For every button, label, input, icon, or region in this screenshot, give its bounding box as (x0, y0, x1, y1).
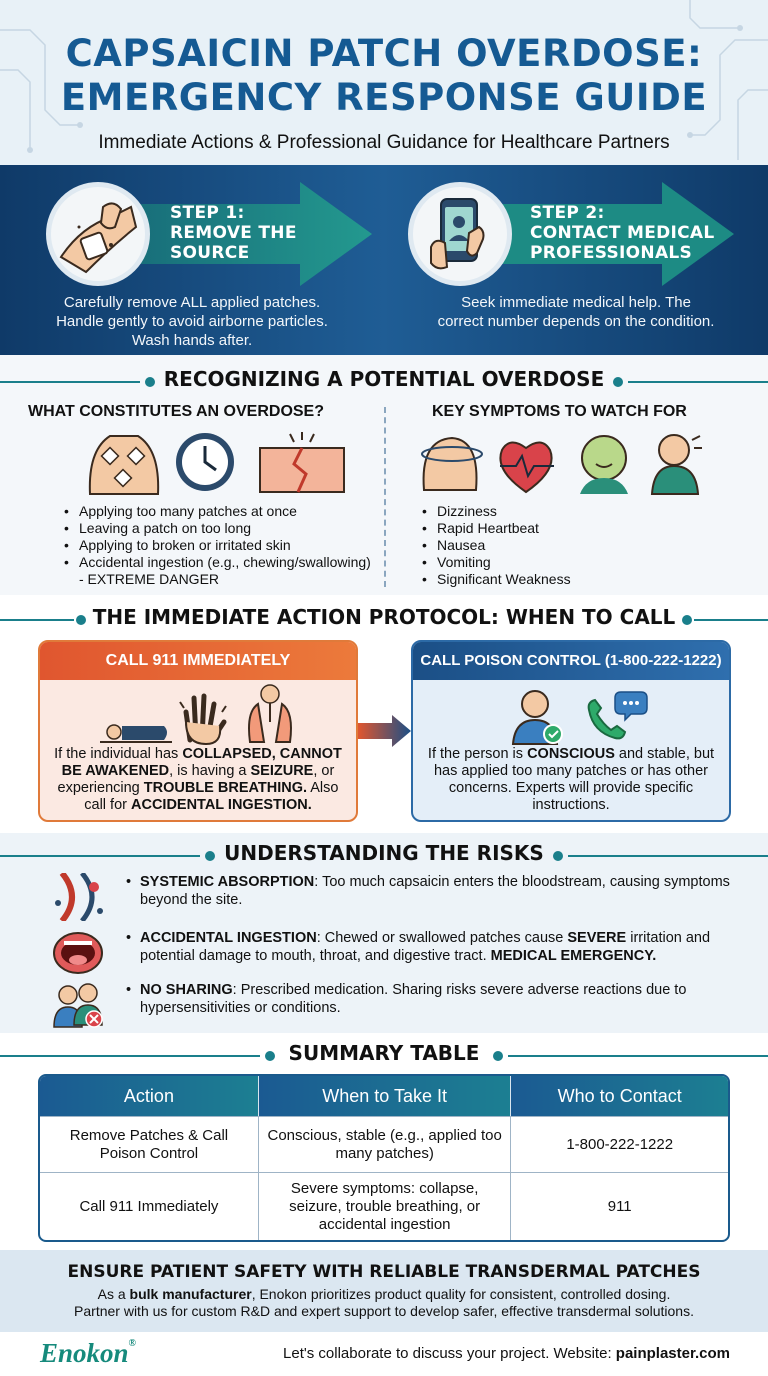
header (0, 0, 768, 165)
step-2-label (530, 203, 730, 263)
risk-item (52, 873, 752, 923)
column-header: Action (40, 1076, 259, 1116)
overdose-causes-title: WHAT CONSTITUTES AN OVERDOSE? (28, 403, 324, 420)
call-to-action (0, 1250, 768, 1332)
footer (0, 1332, 768, 1376)
overdose-causes-list (64, 503, 374, 588)
text-run: If the individual has (54, 746, 183, 762)
risk-title: NO SHARING (140, 982, 233, 998)
emphasis-text: CONSCIOUS (527, 746, 615, 762)
dizziness-icon (422, 438, 482, 490)
text-run: , Enokon prioritizes product quality for consistent, controlled dosing. (251, 1286, 671, 1302)
website-link[interactable]: painplaster.com (615, 1345, 730, 1362)
list-item: • Significant Weakness (422, 571, 742, 588)
overdose-section (0, 355, 768, 595)
text-run: : Prescribed medication. Sharing risks severe adverse reactions due to hypersensitivities or conditions. (140, 982, 687, 1016)
summary-heading (0, 1041, 768, 1071)
enokon-logo[interactable] (40, 1338, 136, 1369)
steps-band (0, 165, 768, 355)
emphasis-text: SEIZURE (250, 763, 314, 779)
list-item: • Dizziness (422, 503, 742, 520)
risk-text (126, 873, 746, 909)
lungs-icon (249, 685, 291, 742)
poison-control-box (411, 640, 731, 822)
risks-section (0, 833, 768, 1033)
call-911-description (40, 746, 356, 814)
step-1-desc-line: Handle gently to avoid airborne particles. (56, 313, 328, 330)
step-1-desc-line: Wash hands after. (131, 332, 253, 349)
text-run: Let's collaborate to discuss your project. Website: (283, 1345, 616, 1362)
step-2-desc-line: correct number depends on the condition. (437, 313, 715, 330)
cta-text (0, 1286, 768, 1320)
list-item: • Applying too many patches at once (64, 503, 374, 520)
risk-title: ACCIDENTAL INGESTION (140, 930, 317, 946)
column-divider (384, 407, 386, 587)
page-subtitle: Immediate Actions & Professional Guidance for Healthcare Partners (98, 132, 670, 153)
poison-control-icons (413, 682, 729, 746)
step-1-desc-line: Carefully remove ALL applied patches. (63, 294, 321, 311)
step-1-label-line: STEP 1: (170, 203, 245, 223)
section-title: SUMMARY TABLE (288, 1041, 480, 1065)
risks-heading (0, 841, 768, 871)
text-run: : Chewed or swallowed patches cause (316, 930, 568, 946)
call-911-header: CALL 911 IMMEDIATELY (40, 642, 356, 680)
conscious-person-icon (513, 691, 562, 744)
section-title: RECOGNIZING A POTENTIAL OVERDOSE (163, 367, 605, 391)
title-line-2: EMERGENCY RESPONSE GUIDE (60, 76, 708, 119)
overdose-heading (0, 367, 768, 397)
table-row (40, 1116, 728, 1172)
nausea-icon (580, 436, 628, 494)
list-item: • Vomiting (422, 554, 742, 571)
table-cell: 1-800-222-1222 (511, 1116, 728, 1172)
emphasis-text: TROUBLE BREATHING. (143, 780, 308, 796)
risk-text (126, 981, 746, 1017)
clock-icon (176, 433, 234, 491)
list-item: • Accidental ingestion (e.g., chewing/swallowing) - EXTREME DANGER (64, 554, 374, 588)
risk-text (126, 929, 746, 965)
protocol-section (0, 595, 768, 833)
footer-text (283, 1345, 730, 1362)
bloodstream-icon (52, 873, 106, 921)
registered-mark: ® (128, 1338, 137, 1349)
emphasis-text: MEDICAL EMERGENCY. (490, 948, 657, 964)
collapsed-person-icon (100, 725, 172, 742)
risk-title: SYSTEMIC ABSORPTION (140, 874, 315, 890)
column-header: Who to Contact (511, 1076, 728, 1116)
summary-table (38, 1074, 730, 1242)
text-run: irritation and potential damage to mouth, throat, and digestive tract. (140, 930, 711, 964)
no-sharing-icon (52, 981, 106, 1029)
list-item: • Rapid Heartbeat (422, 520, 742, 537)
symptoms-title: KEY SYMPTOMS TO WATCH FOR (432, 403, 687, 420)
protocol-heading (0, 605, 768, 635)
list-item: • Applying to broken or irritated skin (64, 537, 374, 554)
call-911-box (38, 640, 358, 822)
text-run: Also call for (84, 780, 339, 813)
emphasis-text: COLLAPSED, CANNOT BE AWAKENED (61, 746, 342, 779)
symptoms-list (422, 503, 742, 588)
emergency-icons (40, 682, 356, 746)
emphasis-text: bulk manufacturer (129, 1286, 252, 1302)
text-run: and stable, but has applied too many patches or has other concerns. Experts will provide specific instructions. (433, 746, 715, 813)
step-1-label (170, 203, 320, 263)
section-title: UNDERSTANDING THE RISKS (224, 841, 544, 865)
right-arrow-icon (358, 715, 411, 747)
step-2-label-line: CONTACT MEDICAL (530, 223, 715, 243)
table-cell: 911 (511, 1172, 728, 1240)
cta-title: ENSURE PATIENT SAFETY WITH RELIABLE TRANSDERMAL PATCHES (67, 1262, 701, 1282)
risk-item (52, 929, 752, 979)
risk-item (52, 981, 752, 1031)
heartbeat-icon (500, 442, 554, 492)
table-cell: Remove Patches & Call Poison Control (40, 1116, 259, 1172)
seizure-hand-icon (180, 696, 226, 744)
text-run: As a (97, 1286, 130, 1302)
section-title: THE IMMEDIATE ACTION PROTOCOL: WHEN TO CALL (92, 605, 676, 629)
logo-text: Enokon (40, 1338, 129, 1368)
table-cell: Call 911 Immediately (40, 1172, 259, 1240)
text-run: , is having a (169, 763, 251, 779)
open-mouth-icon (52, 929, 106, 977)
text-run: If the person is (427, 746, 528, 762)
phone-call-icon (408, 182, 512, 286)
overdose-causes-icons (80, 430, 350, 501)
step-1-label-line: REMOVE THE (170, 223, 297, 243)
column-header: When to Take It (259, 1076, 512, 1116)
title-line-1: CAPSAICIN PATCH OVERDOSE: (65, 32, 703, 75)
step-2-label-line: PROFESSIONALS (530, 243, 693, 263)
step-2-description (384, 293, 768, 331)
step-2 (384, 165, 768, 355)
table-cell: Severe symptoms: collapse, seizure, trouble breathing, or accidental ingestion (259, 1172, 512, 1240)
table-row (40, 1172, 728, 1240)
text-run: , or experiencing (57, 763, 335, 796)
poison-control-description (413, 746, 729, 814)
symptom-icons (416, 430, 706, 501)
step-2-label-line: STEP 2: (530, 203, 605, 223)
step-1-description (0, 293, 384, 350)
emphasis-text: SEVERE (567, 930, 627, 946)
torso-patches-icon (90, 436, 158, 494)
step-2-desc-line: Seek immediate medical help. The (461, 294, 691, 311)
step-1 (0, 165, 384, 355)
table-cell: Conscious, stable (e.g., applied too many patches) (259, 1116, 512, 1172)
text-run: : Too much capsaicin enters the bloodstream, causing symptoms beyond the site. (140, 874, 730, 908)
broken-skin-icon (260, 432, 344, 492)
text-run: Partner with us for custom R&D and expert support to develop safer, effective transdermal solutions. (74, 1303, 694, 1319)
emphasis-text: ACCIDENTAL INGESTION. (131, 797, 312, 813)
step-1-label-line: SOURCE (170, 243, 250, 263)
list-item: • Nausea (422, 537, 742, 554)
phone-icon (589, 692, 647, 738)
poison-control-header: CALL POISON CONTROL (1-800-222-1222) (413, 642, 729, 680)
table-header-row (40, 1076, 728, 1116)
patch-removal-icon (46, 182, 150, 286)
weakness-icon (652, 435, 702, 494)
summary-section (0, 1033, 768, 1250)
page-title (0, 0, 768, 120)
list-item: • Leaving a patch on too long (64, 520, 374, 537)
